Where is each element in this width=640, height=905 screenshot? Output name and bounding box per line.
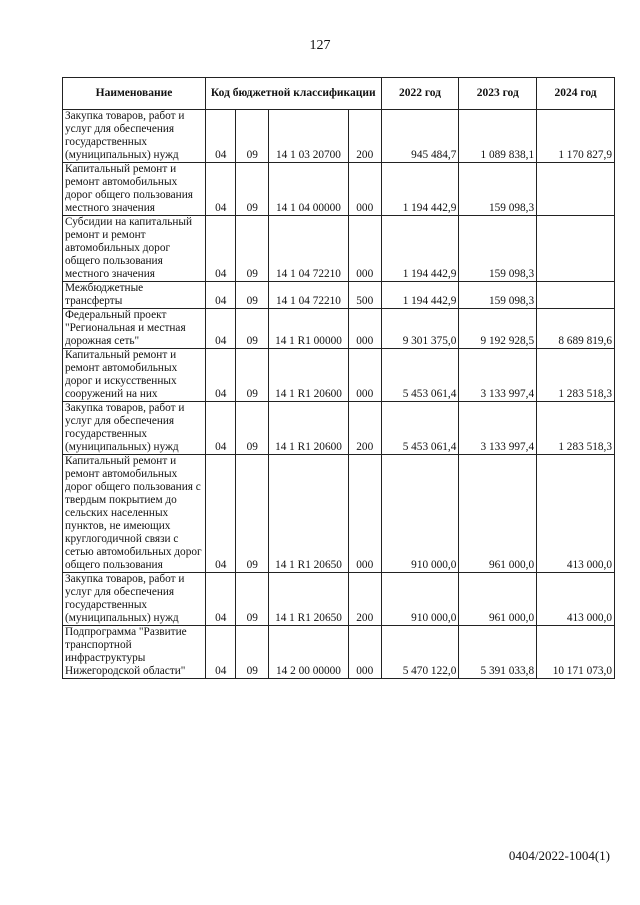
value-2024: 10 171 073,0 (537, 626, 615, 679)
subsection-code: 09 (236, 110, 269, 163)
value-2024: 8 689 819,6 (537, 309, 615, 349)
section-code: 04 (205, 216, 235, 282)
value-2022: 910 000,0 (381, 455, 459, 573)
target-code: 14 1 R1 20600 (269, 402, 349, 455)
subsection-code: 09 (236, 455, 269, 573)
value-2022: 5 453 061,4 (381, 402, 459, 455)
subsection-code: 09 (236, 626, 269, 679)
value-2022: 910 000,0 (381, 573, 459, 626)
target-code: 14 1 04 72210 (269, 216, 349, 282)
header-2022: 2022 год (381, 78, 459, 110)
value-2023: 159 098,3 (459, 216, 537, 282)
value-2023: 1 089 838,1 (459, 110, 537, 163)
section-code: 04 (205, 455, 235, 573)
value-2024: 1 170 827,9 (537, 110, 615, 163)
row-name: Межбюджетные трансферты (63, 282, 206, 309)
target-code: 14 1 R1 20600 (269, 349, 349, 402)
value-2024: 413 000,0 (537, 573, 615, 626)
table-row (63, 309, 615, 349)
expense-type-code: 000 (348, 163, 381, 216)
value-2022: 1 194 442,9 (381, 216, 459, 282)
value-2024: 413 000,0 (537, 455, 615, 573)
expense-type-code: 500 (348, 282, 381, 309)
value-2024 (537, 163, 615, 216)
table-row (63, 402, 615, 455)
page-number: 127 (309, 38, 331, 53)
row-name: Закупка товаров, работ и услуг для обеспечения государственных (муниципальных) нужд (63, 402, 206, 455)
row-name: Капитальный ремонт и ремонт автомобильных дорог общего пользования местного значения (63, 163, 206, 216)
section-code: 04 (205, 349, 235, 402)
value-2023: 3 133 997,4 (459, 349, 537, 402)
table-row (63, 216, 615, 282)
value-2022: 5 453 061,4 (381, 349, 459, 402)
table-row (63, 626, 615, 679)
header-name: Наименование (63, 78, 206, 110)
subsection-code: 09 (236, 163, 269, 216)
table-row (63, 282, 615, 309)
value-2023: 159 098,3 (459, 163, 537, 216)
expense-type-code: 000 (348, 309, 381, 349)
target-code: 14 2 00 00000 (269, 626, 349, 679)
table-row (63, 349, 615, 402)
table-row (63, 455, 615, 573)
row-name: Подпрограмма "Развитие транспортной инфраструктуры Нижегородской области" (63, 626, 206, 679)
value-2022: 5 470 122,0 (381, 626, 459, 679)
value-2023: 961 000,0 (459, 455, 537, 573)
target-code: 14 1 04 00000 (269, 163, 349, 216)
table-row (63, 573, 615, 626)
budget-table (62, 77, 615, 679)
row-name: Федеральный проект "Региональная и местная дорожная сеть" (63, 309, 206, 349)
row-name: Капитальный ремонт и ремонт автомобильных дорог общего пользования с твердым покрытием до сельских населенных пунктов, не имеющих круглогодичной связи с сетью автомобильных дорог общего пользования (63, 455, 206, 573)
section-code: 04 (205, 110, 235, 163)
row-name: Субсидии на капитальный ремонт и ремонт автомобильных дорог общего пользования местного значения (63, 216, 206, 282)
target-code: 14 1 R1 20650 (269, 573, 349, 626)
section-code: 04 (205, 573, 235, 626)
value-2022: 9 301 375,0 (381, 309, 459, 349)
subsection-code: 09 (236, 402, 269, 455)
section-code: 04 (205, 309, 235, 349)
target-code: 14 1 03 20700 (269, 110, 349, 163)
target-code: 14 1 04 72210 (269, 282, 349, 309)
section-code: 04 (205, 282, 235, 309)
expense-type-code: 000 (348, 216, 381, 282)
subsection-code: 09 (236, 216, 269, 282)
value-2023: 159 098,3 (459, 282, 537, 309)
value-2022: 1 194 442,9 (381, 282, 459, 309)
subsection-code: 09 (236, 573, 269, 626)
value-2023: 5 391 033,8 (459, 626, 537, 679)
target-code: 14 1 R1 00000 (269, 309, 349, 349)
table-row (63, 110, 615, 163)
expense-type-code: 000 (348, 349, 381, 402)
header-code: Код бюджетной классификации (205, 78, 381, 110)
value-2023: 3 133 997,4 (459, 402, 537, 455)
value-2023: 9 192 928,5 (459, 309, 537, 349)
value-2024 (537, 216, 615, 282)
target-code: 14 1 R1 20650 (269, 455, 349, 573)
document-id: 0404/2022-1004(1) (508, 848, 610, 863)
value-2022: 945 484,7 (381, 110, 459, 163)
value-2024: 1 283 518,3 (537, 402, 615, 455)
expense-type-code: 000 (348, 626, 381, 679)
expense-type-code: 000 (348, 455, 381, 573)
section-code: 04 (205, 163, 235, 216)
subsection-code: 09 (236, 282, 269, 309)
value-2024 (537, 282, 615, 309)
row-name: Закупка товаров, работ и услуг для обеспечения государственных (муниципальных) нужд (63, 573, 206, 626)
header-2023: 2023 год (459, 78, 537, 110)
section-code: 04 (205, 626, 235, 679)
subsection-code: 09 (236, 349, 269, 402)
header-2024: 2024 год (537, 78, 615, 110)
expense-type-code: 200 (348, 402, 381, 455)
row-name: Закупка товаров, работ и услуг для обеспечения государственных (муниципальных) нужд (63, 110, 206, 163)
expense-type-code: 200 (348, 573, 381, 626)
value-2023: 961 000,0 (459, 573, 537, 626)
table-row (63, 163, 615, 216)
section-code: 04 (205, 402, 235, 455)
expense-type-code: 200 (348, 110, 381, 163)
value-2022: 1 194 442,9 (381, 163, 459, 216)
subsection-code: 09 (236, 309, 269, 349)
table-header-row (63, 78, 615, 110)
value-2024: 1 283 518,3 (537, 349, 615, 402)
row-name: Капитальный ремонт и ремонт автомобильных дорог и искусственных сооружений на них (63, 349, 206, 402)
